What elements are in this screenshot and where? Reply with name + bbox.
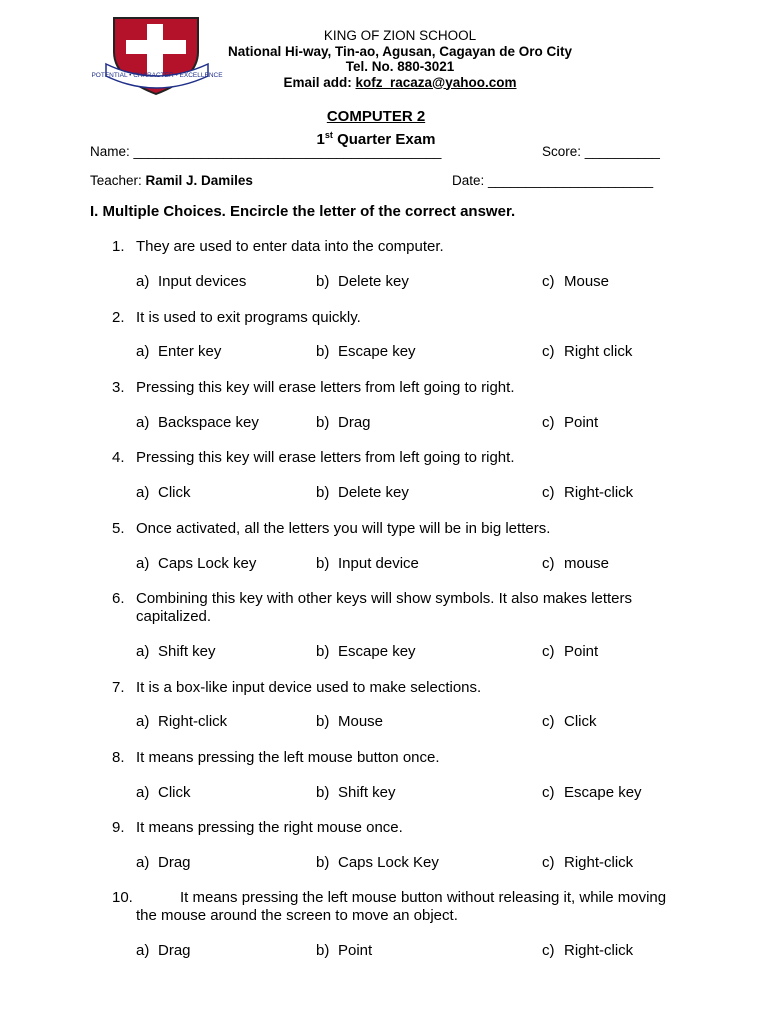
option-c[interactable]: c) Point xyxy=(542,643,599,660)
name-field[interactable]: Name: _________________________________________ xyxy=(90,144,442,159)
school-header xyxy=(200,28,600,90)
question-number: 2. xyxy=(112,309,125,326)
question-6 xyxy=(112,590,672,626)
teacher-field xyxy=(90,173,253,188)
option-a[interactable]: a) Click xyxy=(136,484,191,501)
exam-subject: COMPUTER 2 xyxy=(326,108,426,125)
question-4 xyxy=(112,449,672,467)
email-value: kofz_racaza@yahoo.com xyxy=(355,74,517,90)
question-3 xyxy=(112,379,672,397)
question-number: 4. xyxy=(112,449,125,466)
option-b[interactable]: b) Input device xyxy=(316,555,419,572)
options-10 xyxy=(136,942,696,960)
option-b[interactable]: b) Mouse xyxy=(316,713,384,730)
option-c[interactable]: c) Click xyxy=(542,713,597,730)
options-1 xyxy=(136,273,696,291)
quarter-num: 1 xyxy=(316,131,325,148)
option-c[interactable]: c) Escape key xyxy=(542,784,642,801)
question-number: 3. xyxy=(112,379,125,396)
options-2 xyxy=(136,343,696,361)
question-number: 8. xyxy=(112,749,125,766)
options-5 xyxy=(136,555,696,573)
options-9 xyxy=(136,854,696,872)
teacher-label: Teacher: xyxy=(90,173,146,188)
school-logo xyxy=(91,14,223,98)
question-text: It means pressing the left mouse button once. xyxy=(136,749,440,766)
question-8 xyxy=(112,749,672,767)
quarter-text: Quarter Exam xyxy=(332,131,436,148)
options-8 xyxy=(136,784,696,802)
question-text: Combining this key with other keys will show symbols. It also makes letters capitalized. xyxy=(136,590,633,625)
question-2 xyxy=(112,309,672,327)
option-a[interactable]: a) Drag xyxy=(136,854,191,871)
question-10 xyxy=(112,889,672,925)
option-a[interactable]: a) Backspace key xyxy=(136,414,259,431)
option-c[interactable]: c) Right-click xyxy=(542,942,634,959)
question-number: 5. xyxy=(112,520,125,537)
option-b[interactable]: b) Escape key xyxy=(316,343,416,360)
option-c[interactable]: c) Mouse xyxy=(542,273,610,290)
question-text: Pressing this key will erase letters from left going to right. xyxy=(136,449,515,466)
option-b[interactable]: b) Escape key xyxy=(316,643,416,660)
question-7 xyxy=(112,679,672,697)
option-a[interactable]: a) Click xyxy=(136,784,191,801)
option-a[interactable]: a) Caps Lock key xyxy=(136,555,257,572)
option-c[interactable]: c) Right-click xyxy=(542,854,634,871)
question-number: 6. xyxy=(112,590,125,607)
option-b[interactable]: b) Delete key xyxy=(316,484,409,501)
question-text: They are used to enter data into the computer. xyxy=(136,238,444,255)
option-b[interactable]: b) Delete key xyxy=(316,273,409,290)
option-a[interactable]: a) Drag xyxy=(136,942,191,959)
school-name: KING OF ZION SCHOOL xyxy=(323,28,477,43)
question-text: It is a box-like input device used to make selections. xyxy=(136,679,482,696)
question-5 xyxy=(112,520,672,538)
question-number: 7. xyxy=(112,679,125,696)
logo-motto: POTENTIAL • CHARACTER • EXCELLENCE xyxy=(91,72,223,79)
options-7 xyxy=(136,713,696,731)
options-3 xyxy=(136,414,696,432)
question-text: Once activated, all the letters you will type will be in big letters. xyxy=(136,520,551,537)
email-label: Email add: xyxy=(283,74,356,90)
question-text: It means pressing the left mouse button without releasing it, while moving the mouse around the screen to move an object. xyxy=(136,889,667,924)
school-email xyxy=(200,75,600,91)
option-c[interactable]: c) Right click xyxy=(542,343,633,360)
option-c[interactable]: c) Point xyxy=(542,414,599,431)
option-c[interactable]: c) mouse xyxy=(542,555,610,572)
question-number: 9. xyxy=(112,819,125,836)
option-a[interactable]: a) Enter key xyxy=(136,343,222,360)
score-field[interactable]: Score: __________ xyxy=(542,144,660,159)
option-b[interactable]: b) Shift key xyxy=(316,784,396,801)
exam-title xyxy=(270,108,482,149)
question-number: 10. xyxy=(112,889,133,906)
quarter-sup: st xyxy=(324,130,333,140)
question-number: 1. xyxy=(112,238,125,255)
question-text: It is used to exit programs quickly. xyxy=(136,309,361,326)
option-b[interactable]: b) Caps Lock Key xyxy=(316,854,439,871)
school-tel: Tel. No. 880-3021 xyxy=(345,59,455,74)
option-c[interactable]: c) Right-click xyxy=(542,484,634,501)
date-field[interactable]: Date: ______________________ xyxy=(452,173,654,188)
section-instructions: I. Multiple Choices. Encircle the letter of the correct answer. xyxy=(90,203,516,220)
option-b[interactable]: b) Point xyxy=(316,942,373,959)
option-b[interactable]: b) Drag xyxy=(316,414,371,431)
option-a[interactable]: a) Right-click xyxy=(136,713,228,730)
question-text: It means pressing the right mouse once. xyxy=(136,819,403,836)
question-9 xyxy=(112,819,672,837)
option-a[interactable]: a) Shift key xyxy=(136,643,216,660)
options-4 xyxy=(136,484,696,502)
option-a[interactable]: a) Input devices xyxy=(136,273,247,290)
question-1 xyxy=(112,238,672,256)
question-text: Pressing this key will erase letters from left going to right. xyxy=(136,379,515,396)
school-address: National Hi-way, Tin-ao, Agusan, Cagayan de Oro City xyxy=(227,43,573,59)
teacher-value: Ramil J. Damiles xyxy=(145,173,253,188)
options-6 xyxy=(136,643,696,661)
